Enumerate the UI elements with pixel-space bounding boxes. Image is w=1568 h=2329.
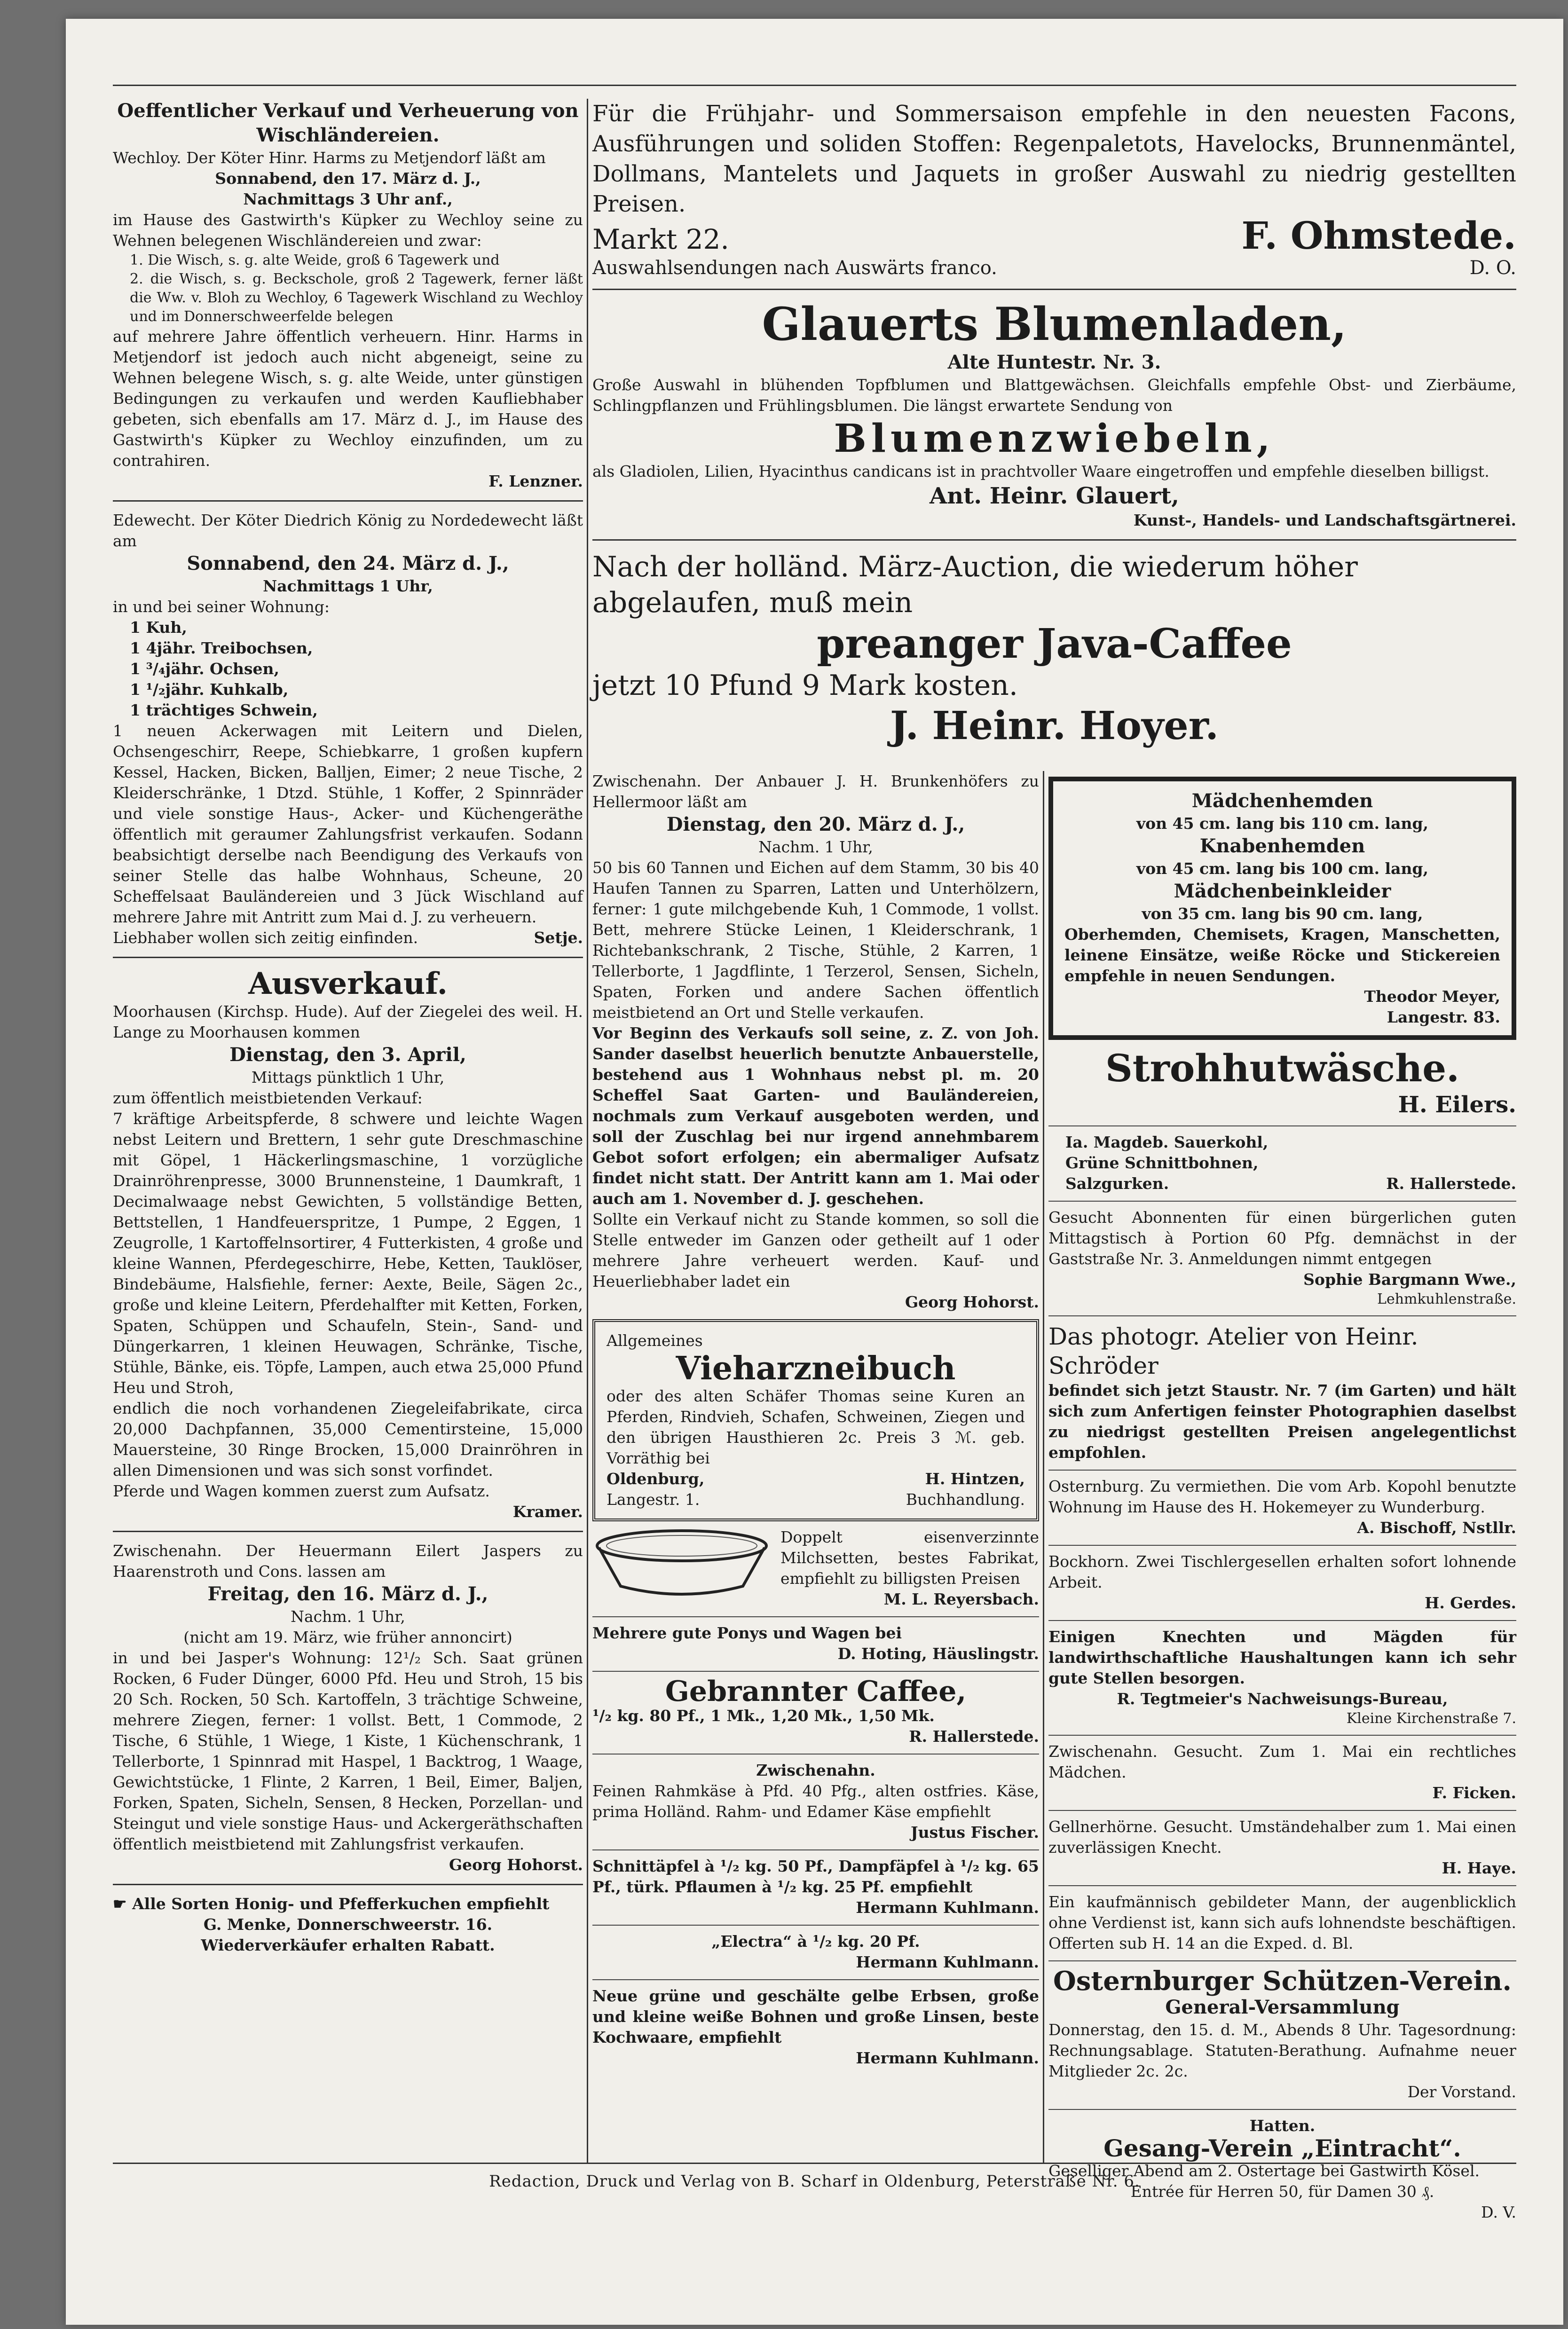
ad-line: von 45 cm. lang bis 100 cm. lang, <box>1136 859 1429 878</box>
ad-street: Langestr. 1. <box>607 1490 700 1509</box>
ad-text: Doppelt eisenverzinnte Milchsetten, bestes Fabrikat, empfiehlt zu billigsten Preisen <box>780 1528 1039 1588</box>
ad-line: von 45 cm. lang bis 110 cm. lang, <box>1136 814 1429 833</box>
ad-signature: H. Haye. <box>1442 1859 1516 1877</box>
column-middle <box>592 771 1039 2101</box>
ad-address: Markt 22. <box>592 223 729 255</box>
milk-pan-illustration <box>592 1527 771 1597</box>
ad-text: zum öffentlich meistbietenden Verkauf: <box>113 1089 423 1107</box>
ad-milchsetten <box>592 1527 1039 1610</box>
ad-meyer <box>1048 777 1516 1040</box>
column-left <box>113 99 583 2153</box>
ad-row <box>607 1469 1025 1489</box>
ad-glauert <box>592 299 1516 531</box>
ad-title: Das photogr. Atelier von Heinr. Schröder <box>1048 1323 1418 1379</box>
ad-line: Salzgurken. <box>1065 1174 1169 1193</box>
ad-text: Einigen Knechten und Mägden für landwirthschaftliche Haushaltungen kann ich sehr gute Stellen besorgen. <box>1048 1628 1516 1687</box>
ad-line: Ia. Magdeb. Sauerkohl, <box>1065 1133 1269 1151</box>
bottom-rule <box>113 2163 1516 2164</box>
ad-text: Pferde und Wagen kommen zuerst zum Aufsatz. <box>113 1482 490 1500</box>
ad-text: auf mehrere Jahre öffentlich verheuern. Hinr. Harms in Metjendorf ist jedoch auch nicht abgeneigt, seine zu Wehnen belegene Wisch, s. g. alte Weide, unter günstigen Bedingungen zu verkaufen und werden Kaufliebhaber gebeten, sich ebenfalls am 17. März d. J., im Hause des Gastwirth's Küpker zu Wechloy einzufinden, um zu contrahiren. <box>113 327 583 470</box>
ad-text <box>113 1894 583 1914</box>
ad-electra <box>592 1931 1039 1973</box>
ad-eintracht <box>1048 2116 1516 2223</box>
ad-hoyer <box>592 549 1516 748</box>
ad-bockhorn <box>1048 1551 1516 1613</box>
ad-caffee <box>592 1677 1039 1747</box>
ad-signature: Kramer. <box>512 1503 583 1521</box>
ad-signature: Der Vorstand. <box>1407 2083 1516 2101</box>
top-rule <box>113 85 1516 86</box>
ad-text: Zwischenahn. Der Anbauer J. H. Brunkenhöfers zu Hellermoor läßt am <box>592 772 1039 811</box>
ad-date: Dienstag, den 20. März d. J., <box>666 813 965 835</box>
ad-signature: F. Lenzner. <box>489 472 583 490</box>
ad-heading: Mädchenhemden <box>1191 790 1373 812</box>
ad-note: Wiederverkäufer erhalten Rabatt. <box>201 1936 495 1954</box>
ad-text: im Hause des Gastwirth's Küpker zu Wechloy seine zu Wehnen belegenen Wischländereien und zwar: <box>113 211 583 250</box>
ad-text: oder des alten Schäfer Thomas seine Kuren an Pferden, Rindvieh, Schafen, Schweinen, Ziegen und den übrigen Hausthieren 2c. Preis 3 ℳ. geb. Vorräthig bei <box>607 1387 1025 1467</box>
ad-text: endlich die noch vorhandenen Ziegeleifabrikate, circa 20,000 Dachpfannen, 35,000 Cementirsteine, 15,000 Mauersteine, 30 Ringe Brocken, 15,000 Drainröhren in allen Dimensionen und was sich sonst vorfindet. <box>113 1399 583 1479</box>
ad-heading: Mädchenbeinkleider <box>1174 880 1391 902</box>
ad-title: Osternburger Schützen-Verein. <box>1053 1966 1512 1997</box>
ad-address: Lehmkuhlenstraße. <box>1377 1291 1516 1307</box>
ad-brunkenhoefers <box>592 771 1039 1313</box>
ad-title: Gesang-Verein „Eintracht“. <box>1103 2134 1461 2162</box>
ad-signature: Georg Hohorst. <box>905 1293 1039 1311</box>
ad-time: Nachmittags 1 Uhr, <box>263 577 433 595</box>
ad-jaspers <box>113 1541 583 1875</box>
ad-name: H. Eilers. <box>1398 1092 1516 1118</box>
ad-note: Liebhaber wollen sich zeitig einfinden. <box>113 928 418 947</box>
ad-text: ¹/₂ kg. 80 Pf., 1 Mk., 1,20 Mk., 1,50 Mk. <box>592 1707 935 1725</box>
ad-name: Theodor Meyer, <box>1364 987 1500 1006</box>
ad-signature: Justus Fischer. <box>911 1823 1039 1841</box>
pointing-hand-icon: ☛ <box>113 1895 133 1913</box>
ad-text: Mehrere gute Ponys und Wagen bei <box>592 1624 902 1642</box>
ad-text: Zwischenahn. Der Heuermann Eilert Jaspers zu Haarenstroth und Cons. lassen am <box>113 1542 583 1581</box>
ad-date: Sonnabend, den 24. März d. J., <box>187 552 509 574</box>
ad-title: Strohhutwäsche. <box>1105 1046 1460 1090</box>
ad-item: 1 Kuh, <box>130 618 187 637</box>
ad-time: Nachm. 1 Uhr, <box>758 838 873 856</box>
ad-heading: Knabenhemden <box>1199 835 1365 857</box>
ad-signature: D. V. <box>1481 2203 1516 2221</box>
ad-gellnerhoerne <box>1048 1817 1516 1879</box>
ad-item: 1 ³/₄jähr. Ochsen, <box>130 660 279 678</box>
ad-signature: D. Hoting, Häuslingstr. <box>837 1644 1039 1663</box>
ad-name: Ant. Heinr. Glauert, <box>930 483 1179 509</box>
ad-wischlaendereien <box>113 99 583 492</box>
ad-date: Sonnabend, den 17. März d. J., <box>215 169 481 188</box>
ad-text: Moorhausen (Kirchsp. Hude). Auf der Ziegelei des weil. H. Lange zu Moorhausen kommen <box>113 1002 583 1041</box>
ad-text: Donnerstag, den 15. d. M., Abends 8 Uhr. Tagesordnung: Rechnungsablage. Statuten-Berathung. Aufnahme neuer Mitglieder 2c. 2c. <box>1048 2021 1516 2080</box>
ad-ohmstede <box>592 99 1516 280</box>
ad-signature: Georg Hohorst. <box>449 1856 583 1874</box>
ad-schuetzenverein <box>1048 1967 1516 2102</box>
ad-time: Mittags pünktlich 1 Uhr, <box>251 1068 445 1086</box>
ad-signature: Hermann Kuhlmann. <box>856 1953 1039 1971</box>
ad-text: jetzt 10 Pfund 9 Mark kosten. <box>592 669 1018 702</box>
ad-pretitle: Allgemeines <box>607 1331 703 1350</box>
ad-item: 2. die Wisch, s. g. Beckschole, groß 2 Tagewerk, ferner läßt die Ww. v. Bloh zu Wechloy, 6 Tagewerk Wischland zu Wechloy und im Donnerschweerfelde belegen <box>130 271 583 325</box>
ad-kaufmann <box>1048 1892 1516 1954</box>
ad-text: Sollte ein Verkauf nicht zu Stande kommen, so soll die Stelle entweder im Ganzen oder getheilt auf 1 oder mehrere Jahre verheuert werden. Kauf- und Heuerliebhaber ladet ein <box>592 1210 1039 1290</box>
ad-signature: M. L. Reyersbach. <box>883 1590 1039 1608</box>
ad-text: Edewecht. Der Köter Diedrich König zu Nordedewecht läßt am <box>113 511 583 550</box>
ad-time: Nachmittags 3 Uhr anf., <box>243 190 453 208</box>
column-right-top <box>592 99 1516 766</box>
ad-zwischenahn-gesucht <box>1048 1741 1516 1803</box>
ad-text: Zwischenahn. Gesucht. Zum 1. Mai ein rechtliches Mädchen. <box>1048 1742 1516 1781</box>
ad-text: als Gladiolen, Lilien, Hyacinthus candicans ist in prachtvoller Waare eingetroffen und empfehle dieselben billigst. <box>592 462 1489 480</box>
ad-signature: Hermann Kuhlmann. <box>856 1898 1039 1917</box>
ad-title: Ausverkauf. <box>248 966 448 1001</box>
ad-kaese <box>592 1760 1039 1843</box>
ad-note: (nicht am 19. März, wie früher annoncirt) <box>183 1628 512 1646</box>
ad-date: Dienstag, den 3. April, <box>229 1044 466 1066</box>
ad-text: „Electra“ à ¹/₂ kg. 20 Pf. <box>711 1932 920 1951</box>
ad-footer <box>113 928 583 948</box>
ad-text: Wechloy. Der Köter Hinr. Harms zu Metjendorf läßt am <box>113 149 546 167</box>
ad-menke <box>113 1894 583 1956</box>
ad-text: 50 bis 60 Tannen und Eichen auf dem Stamm, 30 bis 40 Haufen Tannen zu Sparren, Latten und Unterhölzern, ferner: 1 gute milchgebende Kuh, 1 Commode, 1 vollst. Bett, mehrere Stücke Leinen, 1 Kleiderschrank, 1 Richtebankschrank, 2 Tische, Stühle, 2 Karren, 1 Tellerborte, 1 Jagdflinte, 1 Terzerol, Sensen, Sicheln, Spaten, Forken und andere Sachen öffentlich meistbietend an Ort und Stelle verkaufen. <box>592 858 1039 1022</box>
column-divider <box>587 99 588 2163</box>
newspaper-page <box>66 19 1563 2325</box>
ad-item: 1 4jähr. Treibochsen, <box>130 639 313 657</box>
ad-headline: preanger Java-Caffee <box>817 620 1292 668</box>
ad-photo-atelier <box>1048 1322 1516 1463</box>
ad-signature: R. Hallerstede. <box>1386 1174 1516 1193</box>
ad-title: Zwischenahn. <box>756 1761 875 1779</box>
ad-address-row <box>592 213 1516 258</box>
ad-signature: A. Bischoff, Nstllr. <box>1357 1519 1516 1537</box>
ad-date: Freitag, den 16. März d. J., <box>207 1583 489 1605</box>
ad-mittagstisch <box>1048 1207 1516 1309</box>
ad-text: Bockhorn. Zwei Tischlergesellen erhalten sofort lohnende Arbeit. <box>1048 1552 1516 1591</box>
ad-name: Sophie Bargmann Wwe., <box>1303 1270 1516 1289</box>
ad-time: Nachm. 1 Uhr, <box>291 1607 405 1626</box>
ad-entry: Entrée für Herren 50, für Damen 30 ₰. <box>1130 2182 1434 2201</box>
imprint: Redaction, Druck und Verlag von B. Scharf in Oldenburg, Peterstraße Nr. 6. <box>489 2172 1140 2191</box>
ad-row <box>1048 1173 1516 1194</box>
ad-pretitle: Hatten. <box>1249 2117 1316 2135</box>
ad-schnittaepfel <box>592 1856 1039 1918</box>
column-right <box>1048 771 1516 2221</box>
ad-subtitle: Kunst-, Handels- und Landschaftsgärtnerei. <box>1133 511 1516 529</box>
ad-text: Geselliger Abend am 2. Ostertage bei Gastwirth Kösel. <box>1048 2162 1480 2180</box>
ad-signature: Setje. <box>534 928 583 947</box>
ad-text: Oberhemden, Chemisets, Kragen, Manschetten, leinene Einsätze, weiße Röcke und Stickereien empfehle in neuen Sendungen. <box>1064 925 1500 985</box>
ad-osternburg-wohnung <box>1048 1476 1516 1538</box>
ad-signature: D. O. <box>1469 257 1516 279</box>
ad-vieharzneibuch <box>592 1319 1039 1521</box>
ad-strohhut <box>1048 1046 1516 1119</box>
ad-item: 1 ¹/₂jähr. Kuhkalb, <box>130 680 289 699</box>
ad-title: Vieharzneibuch <box>676 1350 956 1387</box>
ad-ponys <box>592 1623 1039 1664</box>
ad-item: 1 trächtiges Schwein, <box>130 701 318 719</box>
ad-title: Glauerts Blumenladen, <box>762 298 1347 351</box>
ad-body: Alle Sorten Honig- und Pfefferkuchen empfiehlt <box>132 1895 550 1913</box>
ad-subtitle: General-Versammlung <box>1165 1996 1400 2018</box>
ad-signature: R. Hallerstede. <box>909 1727 1039 1746</box>
ad-text: Osternburg. Zu vermiethen. Die vom Arb. Kopohl benutzte Wohnung im Hause des H. Hokemeyer zu Wunderburg. <box>1048 1477 1516 1516</box>
ad-signature: Hermann Kuhlmann. <box>856 2049 1039 2067</box>
ad-tegtmeier <box>1048 1627 1516 1728</box>
ad-text: Feinen Rahmkäse à Pfd. 40 Pfg., alten ostfries. Käse, prima Holländ. Rahm- und Edamer Käse empfiehlt <box>592 1782 1039 1821</box>
ad-signature: F. Ficken. <box>1432 1784 1516 1802</box>
ad-address: Kleine Kirchenstraße 7. <box>1346 1710 1516 1727</box>
ad-title: Gebrannter Caffee, <box>665 1675 967 1708</box>
ad-name: H. Hintzen, <box>925 1470 1025 1488</box>
ad-text: Große Auswahl in blühenden Topfblumen und Blattgewächsen. Gleichfalls empfehle Obst- und Zierbäume, Schlingpflanzen und Frühlingsblumen. Die längst erwartete Sendung von <box>592 376 1516 415</box>
ad-text: in und bei Jasper's Wohnung: 12¹/₂ Sch. Saat grünen Rocken, 6 Fuder Dünger, 6000 Pfd. Heu und Stroh, 15 bis 20 Sch. Rocken, 50 Sch. Kartoffeln, 3 trächtige Schweine, mehrere Ziegen, ferner: 1 vollst. Bett, 1 Commode, 2 Tische, 6 Stühle, 1 Wiege, 1 Kiste, 1 Küchenschrank, 1 Tellerborte, 1 Spinnrad mit Haspel, 1 Backtrog, 1 Waage, Gewichtstücke, 1 Flinte, 2 Karren, 1 Beil, Eimer, Baljen, Forken, Spaten, Sicheln, Sensen, 8 Hecken, Porzellan- und Steingut und viele sonstige Haus- und Ackergeräthschaften öffentlich meistbietend mit Zahlungsfrist verkaufen. <box>113 1649 583 1853</box>
ad-note: Auswahlsendungen nach Auswärts franco. <box>592 257 997 279</box>
ad-erbsen <box>592 1986 1039 2069</box>
ad-text: in und bei seiner Wohnung: <box>113 598 330 616</box>
ad-text: Für die Frühjahr- und Sommersaison empfehle in den neuesten Facons, Ausführungen und soliden Stoffen: Regenpaletots, Havelocks, Brunnenmäntel, Dollmans, Mantelets und Jaquets in großer Auswahl zu niedrig gestellten Preisen. <box>592 101 1516 217</box>
ad-city: Oldenburg, <box>607 1470 705 1488</box>
ad-edewecht <box>113 510 583 948</box>
ad-text: Gellnerhörne. Gesucht. Umständehalber zum 1. Mai einen zuverlässigen Knecht. <box>1048 1818 1516 1857</box>
ad-item: 1. Die Wisch, s. g. alte Weide, groß 6 Tagewerk und <box>130 252 500 268</box>
ad-text: 1 neuen Ackerwagen mit Leitern und Dielen, Ochsengeschirr, Reepe, Schiebkarre, 1 großen kupfern Kessel, Hacken, Bicken, Balljen, Eimer; 2 neue Tische, 2 Kleiderschränke, 1 Dtzd. Stühle, 1 Koffer, 2 Spinnräder und viele sonstige Haus-, Acker- und Küchengeräthe öffentlich mit geraumer Zahlungsfrist verkaufen. Sodann beabsichtigt derselbe nach Beendigung des Verkaufs von seiner Stelle das halbe Wohnhaus, Scheune, 20 Scheffelsaat Bauländereien und 3 Jück Wischland auf mehrere Jahre mit Antritt zum Mai d. J. zu verheuern. <box>113 722 583 926</box>
ad-line: Grüne Schnittbohnen, <box>1065 1154 1259 1172</box>
ad-text: 7 kräftige Arbeitspferde, 8 schwere und leichte Wagen nebst Leitern und Brettern, 1 sehr gute Dreschmaschine mit Göpel, 1 Häckerlingsmaschine, 1 vorzügliche Drainröhrenpresse, 3000 Brunnensteine, 1 Daumkraft, 1 Decimalwaage nebst Gewichten, 5 vollständige Betten, Bettstellen, 1 Handfeuerspritze, 1 Pumpe, 2 Eggen, 1 Zeugrolle, 1 Kartoffelnsortirer, 4 Futterkisten, 4 große und kleine Wannen, Pferdegeschirre, Hebe, Ketten, Tauklöser, Bindebäume, Halsfiehle, ferner: Aexte, Beile, Sägen 2c., große und kleine Leitern, Pferdehalfter mit Ketten, Forken, Spaten, Schüppen und Schaufeln, Stein-, Sand- und Düngerkarren, 1 kleinen Heuwagen, Schränke, Tische, Stühle, Bänke, eis. Töpfe, Lampen, auch etwa 25,000 Pfund Heu und Stroh, <box>113 1109 583 1397</box>
ad-note-row <box>592 256 1516 280</box>
column-divider <box>1043 771 1044 2163</box>
ad-headline: Blumenzwiebeln, <box>834 416 1275 461</box>
ad-signature: H. Gerdes. <box>1425 1594 1516 1612</box>
ad-text: befindet sich jetzt Staustr. Nr. 7 (im Garten) und hält sich zum Anfertigen feinster Photographien daselbst zu niedrigst gestellten Preisen angelegentlichst empfohlen. <box>1048 1381 1516 1462</box>
ad-text: Ein kaufmännisch gebildeter Mann, der augenblicklich ohne Verdienst ist, kann sich aufs lohnendste beschäftigen. Offerten sub H. 14 an die Exped. d. Bl. <box>1048 1893 1516 1952</box>
ad-text: Gesucht Abonnenten für einen bürgerlichen guten Mittagstisch à Portion 60 Pfg. demnächst in der Gaststraße Nr. 3. Anmeldungen nimmt entgegen <box>1048 1208 1516 1268</box>
ad-name: F. Ohmstede. <box>1241 213 1516 258</box>
ad-text: Vor Beginn des Verkaufs soll seine, z. Z. von Joh. Sander daselbst heuerlich benutzte Anbauerstelle, bestehend aus 1 Wohnhaus nebst pl. m. 20 Scheffel Saat Garten- und Bauländereien, nochmals zum Verkauf ausgeboten werden, und soll der Zuschlag bei nur irgend annehmbarem Gebot sofort erfolgen; ein abermaliger Aufsatz findet nicht statt. Der Antritt kann am 1. Mai oder auch am 1. November d. J. geschehen. <box>592 1024 1039 1208</box>
ad-name: J. Heinr. Hoyer. <box>890 703 1219 748</box>
ad-text: Schnittäpfel à ¹/₂ kg. 50 Pf., Dampfäpfel à ¹/₂ kg. 65 Pf., türk. Pflaumen à ¹/₂ kg. 25 Pf. empfiehlt <box>592 1857 1039 1896</box>
ad-title: Oeffentlicher Verkauf und Verheuerung von Wischländereien. <box>117 100 579 146</box>
ad-ausverkauf <box>113 967 583 1522</box>
ad-subtitle: Buchhandlung. <box>906 1490 1025 1509</box>
ad-row <box>607 1489 1025 1510</box>
ad-signature: R. Tegtmeier's Nachweisungs-Bureau, <box>1117 1690 1448 1708</box>
ad-text: Nach der holländ. März-Auction, die wiederum höher abgelaufen, muß mein <box>592 551 1358 619</box>
ad-address: Alte Huntestr. Nr. 3. <box>947 351 1161 373</box>
ad-text: Neue grüne und geschälte gelbe Erbsen, große und kleine weiße Bohnen und große Linsen, beste Kochwaare, empfiehlt <box>592 1987 1039 2046</box>
ad-line: von 35 cm. lang bis 90 cm. lang, <box>1142 905 1423 923</box>
ad-name: G. Menke, Donnerschweerstr. 16. <box>203 1915 493 1934</box>
ad-address: Langestr. 83. <box>1387 1008 1500 1026</box>
ad-sauerkohl <box>1048 1132 1516 1194</box>
